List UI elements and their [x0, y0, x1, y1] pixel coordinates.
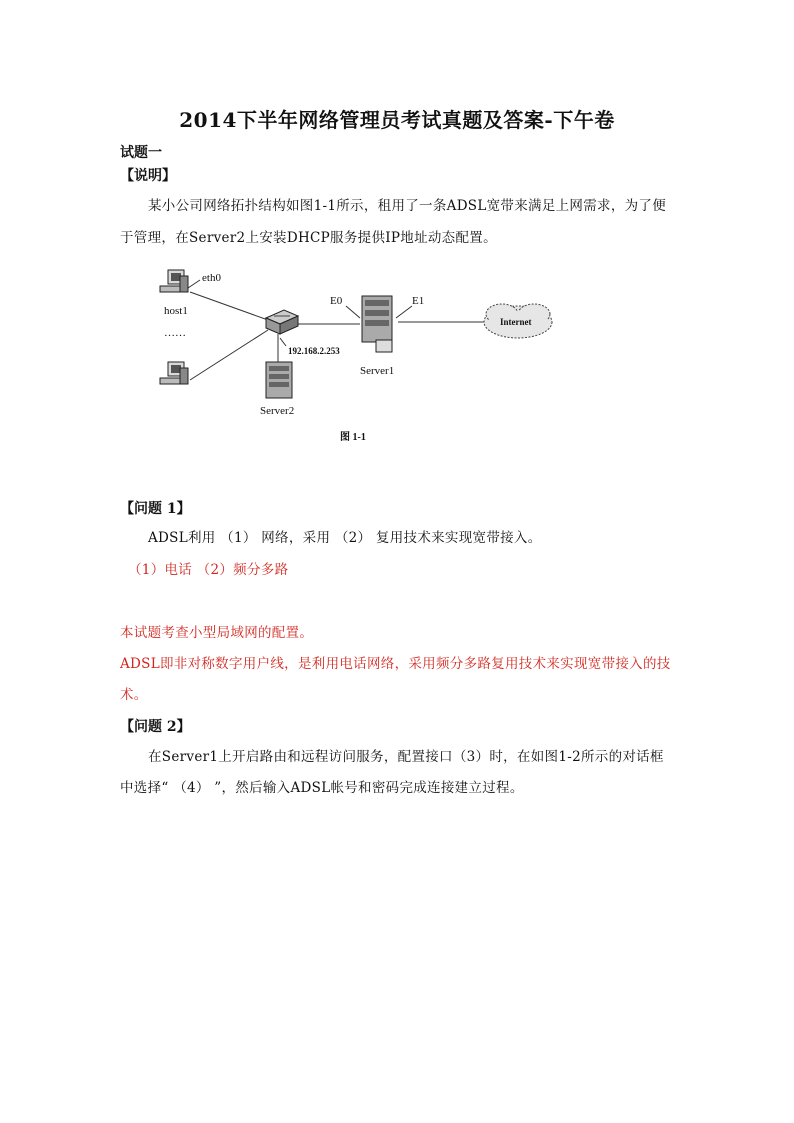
- host1-label: host1: [164, 305, 188, 317]
- ip-pointer: [280, 338, 286, 346]
- network-topology-figure: [150, 262, 580, 452]
- question2-label: 【问题 2】: [120, 719, 191, 735]
- host1-computer-icon: [160, 270, 188, 292]
- host2-computer-icon: [160, 362, 188, 384]
- e1-pointer: [396, 306, 412, 318]
- question2-line-2: 中选择“ （4） ”，然后输入ADSL帐号和密码完成连接建立过程。: [120, 780, 524, 796]
- ellipsis-label: ……: [164, 327, 186, 339]
- e0-label: E0: [330, 295, 343, 307]
- section-heading: 试题一: [120, 145, 162, 161]
- analysis-line-1: 本试题考查小型局域网的配置。: [120, 625, 314, 641]
- explain-label: 【说明】: [120, 168, 176, 184]
- e1-label: E1: [412, 295, 425, 307]
- ip-address-label: 192.168.2.253: [288, 346, 340, 356]
- page-title: 2014下半年网络管理员考试真题及答案-下午卷: [179, 108, 615, 132]
- question1-answer: （1）电话 （2）频分多路: [128, 562, 289, 578]
- host1-link: [190, 292, 268, 320]
- question2-line-1: 在Server1上开启路由和远程访问服务，配置接口（3）时，在如图1-2所示的对话框: [148, 749, 664, 765]
- question1-text: ADSL利用 （1） 网络，采用 （2） 复用技术来实现宽带接入。: [148, 530, 542, 546]
- server2-icon: [266, 362, 292, 398]
- explain-line-2: 于管理，在Server2上安装DHCP服务提供IP地址动态配置。: [120, 230, 497, 246]
- eth0-label: eth0: [202, 272, 221, 284]
- analysis-line-2: ADSL即非对称数字用户线，是利用电话网络，采用频分多路复用技术来实现宽带接入的技: [120, 656, 671, 672]
- question1-label: 【问题 1】: [120, 501, 191, 517]
- e0-pointer: [346, 306, 360, 318]
- eth0-pointer: [188, 280, 200, 288]
- server2-label: Server2: [260, 405, 295, 417]
- explain-line-1: 某小公司网络拓扑结构如图1-1所示，租用了一条ADSL宽带来满足上网需求，为了便: [148, 198, 667, 214]
- server1-icon: [362, 296, 392, 352]
- analysis-line-3: 术。: [120, 687, 148, 703]
- switch-icon: [266, 310, 298, 334]
- host2-link: [190, 330, 268, 380]
- figure-caption: 图 1-1: [340, 432, 366, 443]
- server1-label: Server1: [360, 365, 395, 377]
- internet-label: Internet: [500, 317, 532, 327]
